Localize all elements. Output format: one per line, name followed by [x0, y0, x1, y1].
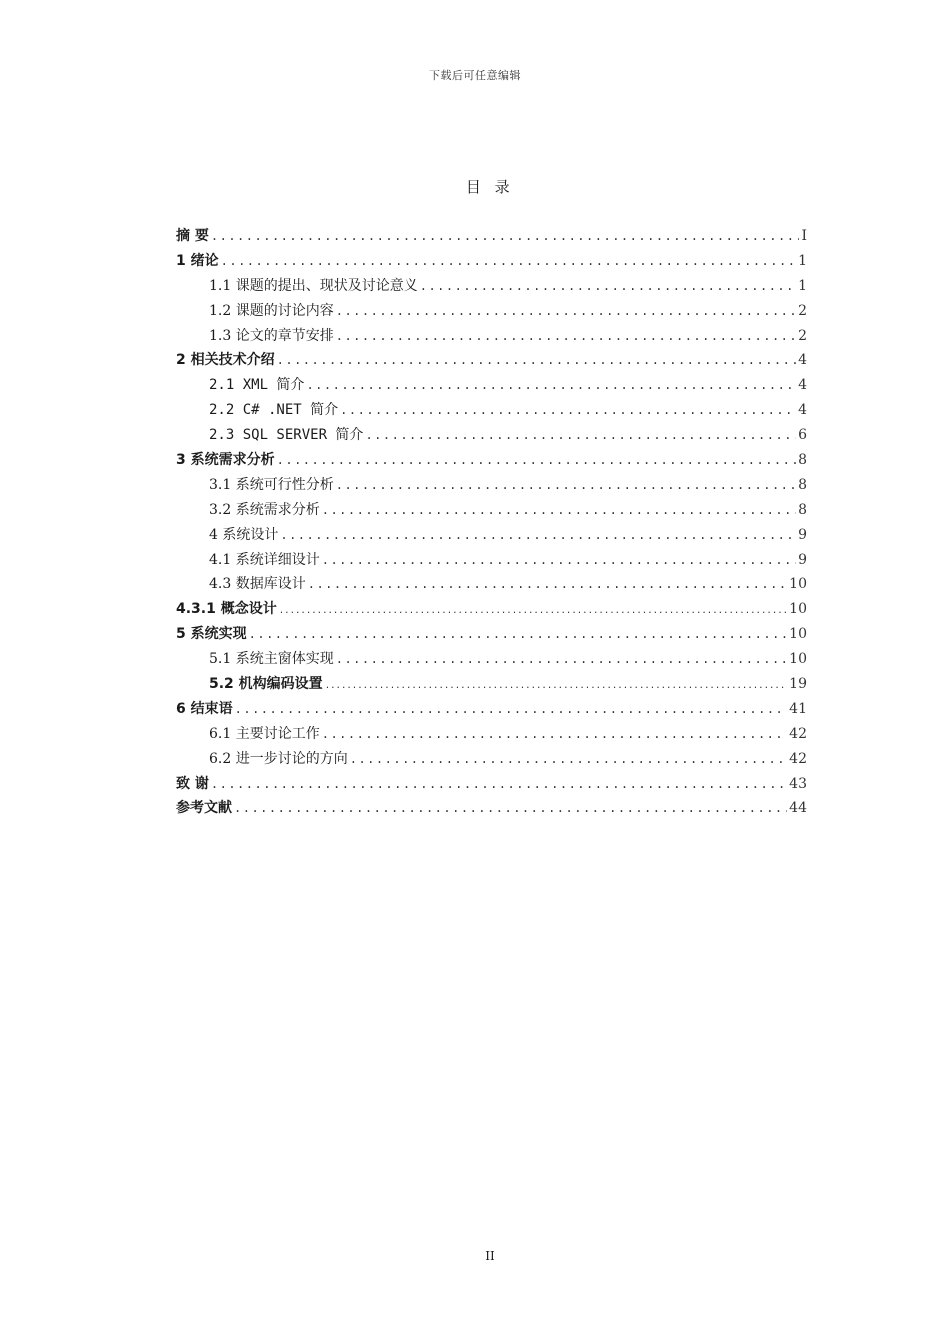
- toc-entry-acknowledgements[interactable]: [176, 772, 807, 797]
- dot-leader: [211, 772, 787, 797]
- toc-entry-page: 9: [798, 526, 807, 543]
- dot-leader: [336, 647, 787, 672]
- toc-entry-section-1-2[interactable]: [176, 299, 807, 324]
- dot-leader: [322, 722, 787, 747]
- toc-entry-label: 2.2 C# .NET 简介: [209, 402, 339, 419]
- dot-leader: [235, 697, 788, 722]
- dot-leader: [350, 747, 787, 772]
- dot-leader: [336, 473, 796, 498]
- toc-entry-page: 10: [789, 651, 807, 668]
- toc-entry-abstract[interactable]: [176, 224, 807, 249]
- toc-entry-section-6-1[interactable]: [176, 722, 807, 747]
- toc-entry-page: 42: [789, 725, 807, 742]
- toc-entry-page: 8: [798, 452, 807, 469]
- toc-entry-label: 摘 要: [176, 228, 209, 244]
- dot-leader: [306, 373, 796, 398]
- dot-leader: [322, 548, 796, 573]
- toc-entry-page: 2: [798, 302, 807, 319]
- toc-entry-label: 2 相关技术介绍: [176, 352, 275, 369]
- dot-leader: [279, 599, 787, 622]
- toc-entry-section-2-2[interactable]: [176, 398, 807, 423]
- toc-entry-page: 4: [798, 352, 807, 369]
- toc-entry-page: 41: [789, 700, 807, 717]
- toc-entry-label: 1 绪论: [176, 252, 219, 269]
- toc-entry-label: 6.2 进一步讨论的方向: [209, 750, 348, 767]
- toc-entry-page: 42: [789, 750, 807, 767]
- dot-leader: [365, 423, 796, 448]
- dot-leader: [211, 224, 800, 249]
- toc-entry-page: I: [801, 228, 807, 244]
- toc-entry-label: 4.3 数据库设计: [209, 576, 306, 593]
- toc-entry-section-3-1[interactable]: [176, 473, 807, 498]
- toc-entry-label: 致 谢: [176, 775, 209, 792]
- toc-entry-label: 1.1 课题的提出、现状及讨论意义: [209, 277, 418, 294]
- toc-entry-label: 参考文献: [176, 800, 232, 817]
- toc-entry-page: 2: [798, 327, 807, 344]
- toc-entry-label: 2.1 XML 简介: [209, 377, 305, 394]
- toc-entry-section-4-3-1[interactable]: [176, 597, 807, 622]
- toc-entry-label: 1.3 论文的章节安排: [209, 327, 334, 344]
- toc-entry-label: 5.2 机构编码设置: [209, 676, 323, 693]
- toc-entry-section-2-3[interactable]: [176, 423, 807, 448]
- toc-entry-section-5-2[interactable]: [176, 672, 807, 697]
- toc-entry-page: 43: [789, 775, 807, 792]
- toc-entry-label: 6 结束语: [176, 700, 233, 717]
- toc-entry-chapter-4[interactable]: [176, 523, 807, 548]
- toc-entry-label: 4 系统设计: [209, 526, 279, 543]
- dot-leader: [277, 448, 796, 473]
- toc-entry-page: 19: [789, 676, 807, 693]
- dot-leader: [234, 796, 787, 821]
- toc-entry-chapter-5[interactable]: [176, 622, 807, 647]
- toc-entry-section-2-1[interactable]: [176, 373, 807, 398]
- dot-leader: [277, 348, 796, 373]
- toc-entry-chapter-1[interactable]: [176, 249, 807, 274]
- toc-entry-label: 5.1 系统主窗体实现: [209, 651, 334, 668]
- table-of-contents: [176, 224, 807, 821]
- toc-entry-section-1-3[interactable]: [176, 324, 807, 349]
- dot-leader: [420, 274, 796, 299]
- dot-leader: [308, 572, 787, 597]
- toc-entry-page: 4: [798, 377, 807, 394]
- toc-entry-page: 4: [798, 402, 807, 419]
- toc-entry-page: 6: [798, 427, 807, 444]
- dot-leader: [340, 398, 796, 423]
- footer-page-number: II: [485, 1249, 495, 1263]
- toc-entry-label: 3 系统需求分析: [176, 452, 275, 469]
- toc-entry-section-4-3[interactable]: [176, 572, 807, 597]
- toc-entry-section-6-2[interactable]: [176, 747, 807, 772]
- toc-entry-section-5-1[interactable]: [176, 647, 807, 672]
- toc-entry-label: 6.1 主要讨论工作: [209, 725, 320, 742]
- toc-entry-section-1-1[interactable]: [176, 274, 807, 299]
- dot-leader: [249, 622, 788, 647]
- toc-entry-page: 8: [798, 501, 807, 518]
- toc-entry-section-3-2[interactable]: [176, 498, 807, 523]
- toc-entry-section-4-1[interactable]: [176, 548, 807, 573]
- toc-entry-label: 4.3.1 概念设计: [176, 601, 277, 618]
- toc-entry-label: 5 系统实现: [176, 626, 247, 643]
- toc-entry-page: 9: [798, 551, 807, 568]
- header-note: 下载后可任意编辑: [429, 69, 521, 82]
- dot-leader: [325, 674, 787, 697]
- toc-title: 目 录: [465, 178, 515, 196]
- dot-leader: [336, 299, 796, 324]
- dot-leader: [336, 324, 796, 349]
- dot-leader: [322, 498, 796, 523]
- toc-entry-label: 3.1 系统可行性分析: [209, 476, 334, 493]
- toc-entry-label: 1.2 课题的讨论内容: [209, 302, 334, 319]
- toc-entry-chapter-3[interactable]: [176, 448, 807, 473]
- toc-entry-page: 44: [789, 800, 807, 817]
- toc-entry-page: 1: [798, 252, 807, 269]
- toc-entry-page: 1: [798, 277, 807, 294]
- toc-entry-label: 2.3 SQL SERVER 简介: [209, 427, 364, 444]
- toc-entry-chapter-6[interactable]: [176, 697, 807, 722]
- dot-leader: [221, 249, 796, 274]
- toc-entry-page: 10: [789, 576, 807, 593]
- toc-entry-references[interactable]: [176, 796, 807, 821]
- dot-leader: [280, 523, 796, 548]
- toc-entry-page: 10: [789, 626, 807, 643]
- toc-entry-label: 3.2 系统需求分析: [209, 501, 320, 518]
- toc-entry-page: 10: [789, 601, 807, 618]
- toc-entry-label: 4.1 系统详细设计: [209, 551, 320, 568]
- toc-entry-page: 8: [798, 476, 807, 493]
- toc-entry-chapter-2[interactable]: [176, 348, 807, 373]
